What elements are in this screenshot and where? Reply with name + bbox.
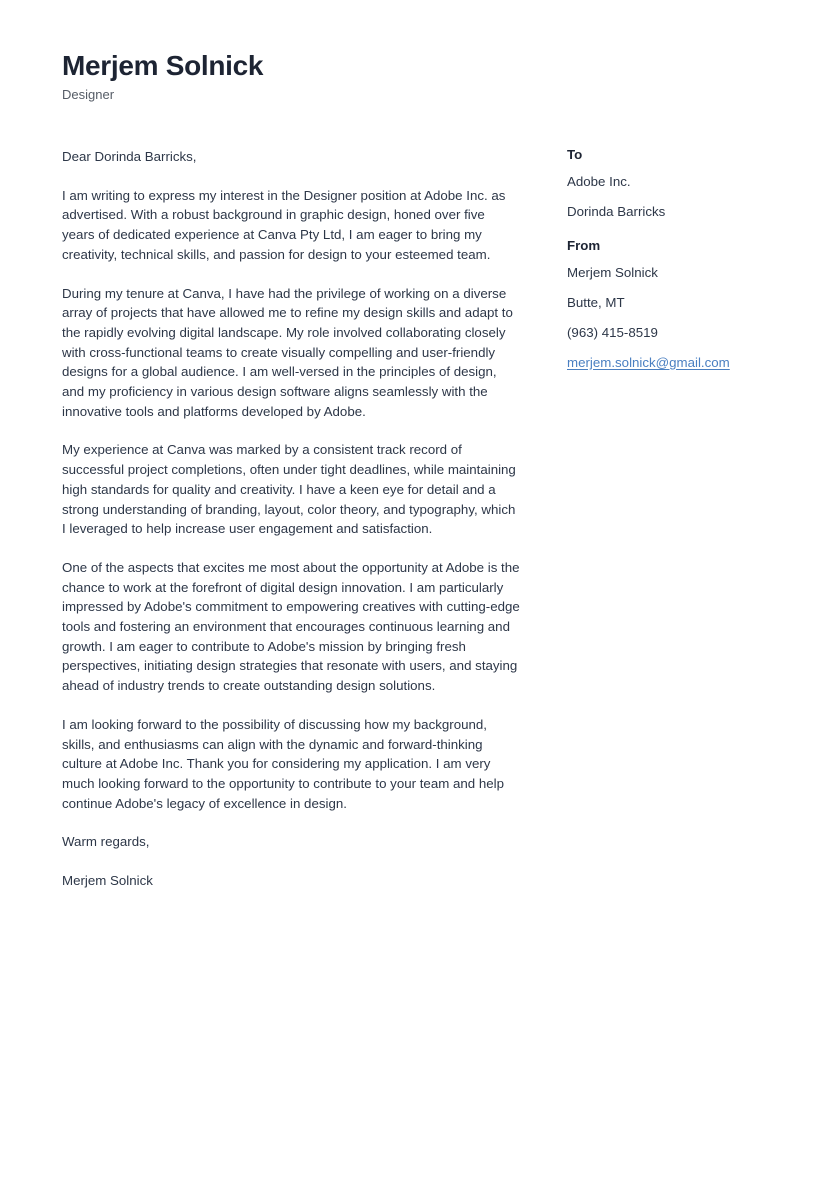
letter-paragraph-2: During my tenure at Canva, I have had the privilege of working on a diverse array of projects that have allowed me to refine my design skills and adapt to the rapidly evolving digital landscape. My role involved collaborating closely with cross-functional teams to create visually compelling and user-friendly designs for a global audience. I am well-versed in the principles of design, and my proficiency in various design software aligns seamlessly with the innovative tools and platforms developed by Adobe. [62, 285, 513, 419]
applicant-job-title: Designer [62, 87, 115, 103]
recipient-company: Adobe Inc. [567, 173, 631, 189]
sender-location: Butte, MT [567, 294, 625, 310]
letter-paragraph-5: I am looking forward to the possibility of discussing how my background, skills, and enthusiasms can align with the dynamic and forward-thinking culture at Adobe Inc. Thank you for considering my application. I am very much looking forward to the opportunity to contribute to your team and help continue Adobe's legacy of excellence in design. [62, 716, 505, 811]
letter-signature: Merjem Solnick [62, 873, 153, 889]
letter-salutation: Dear Dorinda Barricks, [62, 149, 197, 164]
letter-sidebar [567, 147, 787, 371]
to-heading: To [567, 147, 583, 162]
recipient-block [567, 147, 787, 220]
applicant-name: Merjem Solnick [62, 50, 264, 81]
from-heading: From [567, 237, 601, 253]
sender-email-link[interactable]: merjem.solnick@gmail.com [567, 354, 730, 370]
letter-paragraph-1: I am writing to express my interest in the Designer position at Adobe Inc. as advertised. With a robust background in graphic design, honed over five years of dedicated experience at Canva Pty Ltd, I am eager to bring my creativity, technical skills, and passion for design to your esteemed team. [62, 187, 506, 262]
letter-paragraph-3: My experience at Canva was marked by a consistent track record of successful project completions, often under tight deadlines, while maintaining high standards for quality and creativity. I have a keen eye for detail and a strong understanding of branding, layout, color theory, and typography, which I leveraged to help increase user engagement and satisfaction. [62, 442, 516, 537]
letter-closing: Warm regards, [62, 834, 150, 850]
letter-header [62, 50, 662, 103]
sender-name: Merjem Solnick [567, 264, 658, 280]
sender-email-line [567, 355, 787, 371]
sender-block [567, 238, 787, 371]
letter-body-column [62, 147, 520, 891]
sender-phone: (963) 415-8519 [567, 324, 658, 340]
letter-paragraph-4: One of the aspects that excites me most about the opportunity at Adobe is the chance to work at the forefront of digital design innovation. I am particularly impressed by Adobe's commitment to empowering creatives with cutting-edge tools and fostering an environment that encourages continuous learning and growth. I am eager to contribute to Adobe's mission by bringing fresh perspectives, initiating design strategies that resonate with users, and staying ahead of industry trends to create outstanding design solutions. [62, 559, 520, 694]
recipient-name: Dorinda Barricks [567, 203, 666, 219]
